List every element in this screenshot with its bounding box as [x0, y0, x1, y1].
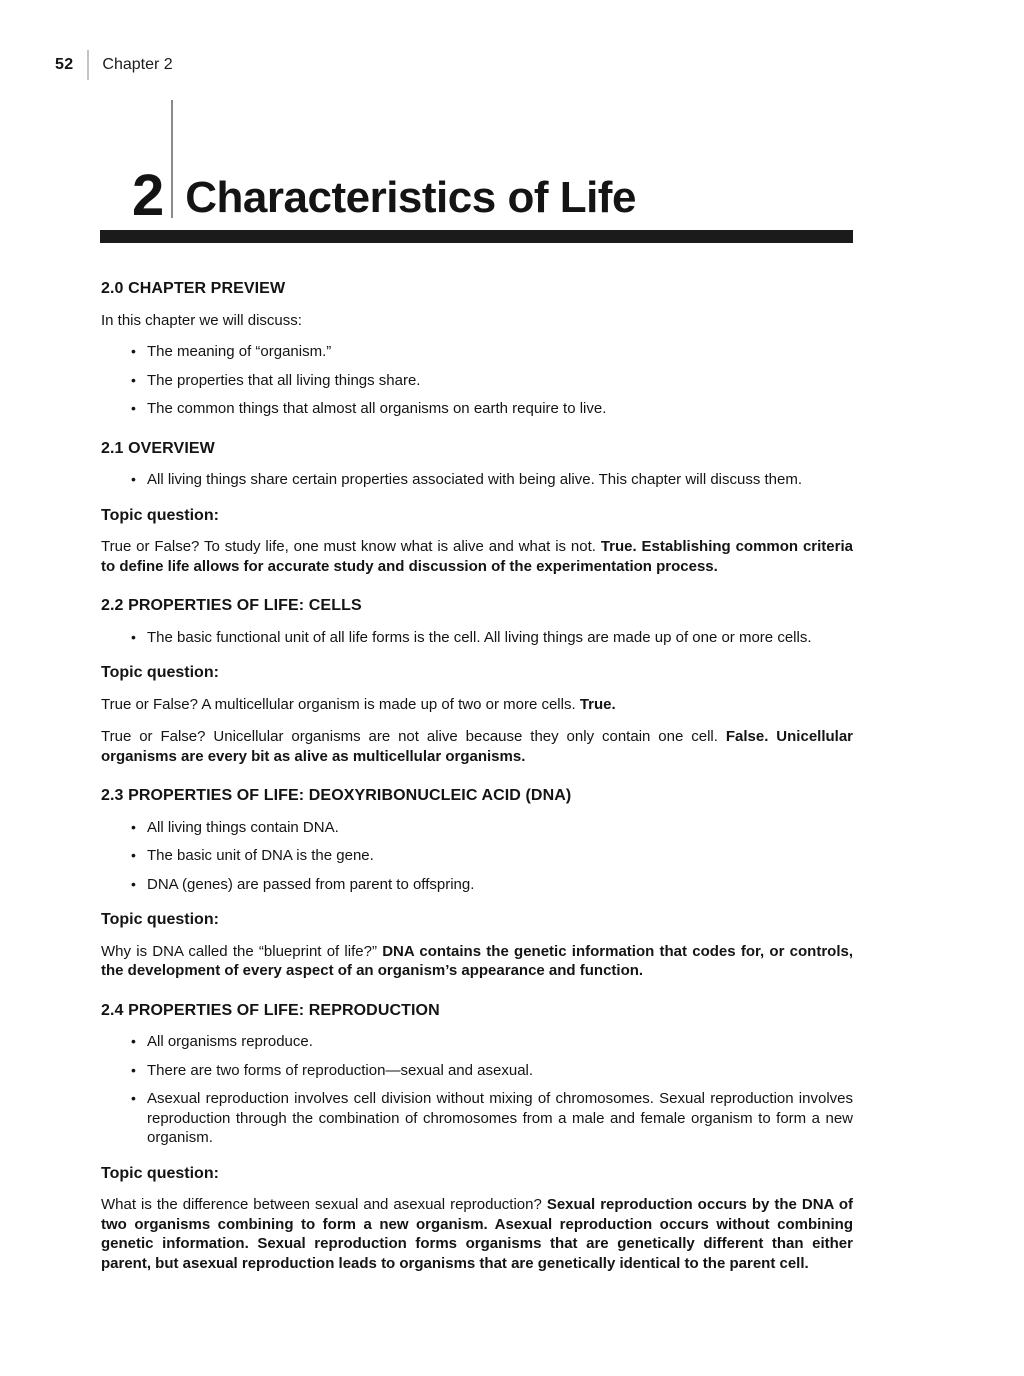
- question-text: True or False? Unicellular organisms are not alive because they only contain one cell.: [101, 728, 718, 745]
- bullet-text: The meaning of “organism.”: [147, 343, 332, 360]
- qa-paragraph: [101, 727, 853, 766]
- bullet-list: [101, 342, 853, 419]
- title-divider: [171, 100, 173, 218]
- bullet-text: The common things that almost all organisms on earth require to live.: [147, 400, 607, 417]
- section-cells: [101, 596, 853, 766]
- bullet-text: The basic functional unit of all life forms is the cell. All living things are made up of one or more cells.: [147, 628, 812, 646]
- section-chapter-preview: [101, 279, 853, 419]
- list-item: [131, 470, 853, 490]
- answer-text: False. Unicellular organisms are every bit as alive as multicellular organisms.: [101, 728, 854, 765]
- section-reproduction: [101, 1001, 853, 1274]
- topic-question-label: Topic question:: [101, 664, 219, 681]
- section-overview: [101, 439, 853, 577]
- bullet-text: There are two forms of reproduction—sexual and asexual.: [147, 1061, 534, 1079]
- bullet-text: All living things share certain properties associated with being alive. This chapter will discuss them.: [147, 471, 803, 488]
- bullet-icon: •: [131, 471, 136, 487]
- list-item: [131, 1032, 853, 1052]
- topic-question-label: Topic question:: [101, 1164, 219, 1182]
- bullet-icon: •: [131, 371, 136, 388]
- list-item: [131, 846, 853, 866]
- list-item: [131, 1089, 853, 1148]
- answer-text: Sexual reproduction occurs by the DNA of two organisms combining to form a new organism. Asexual reproduction occurs without combining genetic information. Sexual reproduction forms organisms that are genetically different than either parent, but asexual reproduction leads to organisms that are genetically identical to the parent cell.: [101, 1196, 853, 1272]
- chapter-label: Chapter 2: [102, 56, 173, 73]
- bullet-icon: •: [131, 847, 136, 863]
- qa-paragraph: [101, 695, 853, 715]
- chapter-number: 2: [132, 162, 164, 228]
- chapter-title-block: [132, 100, 636, 228]
- header-divider: [87, 50, 89, 80]
- page-content: [101, 259, 853, 1286]
- qa-paragraph: [101, 1195, 853, 1273]
- answer-text: DNA contains the genetic information that codes for, or controls, the development of every aspect of an organism’s appearance and function.: [101, 942, 854, 979]
- list-item: [131, 628, 853, 648]
- question-text: Why is DNA called the “blueprint of life?”: [101, 942, 377, 960]
- list-item: [131, 1061, 853, 1081]
- question-text: What is the difference between sexual and asexual reproduction?: [101, 1196, 542, 1213]
- question-text: True or False? To study life, one must know what is alive and what is not.: [101, 538, 596, 555]
- section-heading: 2.4 PROPERTIES OF LIFE: REPRODUCTION: [101, 1001, 440, 1019]
- bullet-list: [101, 628, 853, 648]
- bullet-icon: •: [131, 1033, 136, 1049]
- section-heading: 2.3 PROPERTIES OF LIFE: DEOXYRIBONUCLEIC ACID (DNA): [101, 787, 572, 804]
- bullet-text: The properties that all living things share.: [147, 371, 421, 389]
- bullet-icon: •: [131, 343, 136, 359]
- bullet-text: All living things contain DNA.: [147, 818, 339, 836]
- bullet-list: [101, 470, 853, 490]
- list-item: [131, 371, 853, 391]
- qa-paragraph: [101, 942, 853, 981]
- page-header: [55, 50, 173, 80]
- chapter-title: Characteristics of Life: [185, 172, 636, 222]
- bullet-text: The basic unit of DNA is the gene.: [147, 847, 374, 864]
- answer-text: True. Establishing common criteria to define life allows for accurate study and discussion of the experimentation process.: [101, 538, 853, 575]
- bullet-icon: •: [131, 400, 136, 416]
- bullet-text: All organisms reproduce.: [147, 1033, 313, 1050]
- list-item: [131, 818, 853, 838]
- bullet-list: [101, 1032, 853, 1148]
- bullet-icon: •: [131, 818, 136, 835]
- answer-text: True.: [579, 695, 616, 713]
- bullet-icon: •: [131, 1061, 136, 1078]
- section-heading: 2.0 CHAPTER PREVIEW: [101, 280, 286, 297]
- bullet-text: DNA (genes) are passed from parent to offspring.: [147, 875, 475, 893]
- section-intro: In this chapter we will discuss:: [101, 311, 302, 329]
- bullet-icon: •: [131, 1090, 136, 1106]
- list-item: [131, 342, 853, 362]
- page-number: 52: [55, 56, 74, 73]
- bullet-icon: •: [131, 875, 136, 892]
- bullet-list: [101, 818, 853, 895]
- topic-question-label: Topic question:: [101, 506, 219, 524]
- bullet-text: Asexual reproduction involves cell division without mixing of chromosomes. Sexual reproduction involves reproduction through the combination of chromosomes from a male and female organism to form a new organism.: [147, 1090, 853, 1146]
- section-heading: 2.2 PROPERTIES OF LIFE: CELLS: [101, 597, 362, 614]
- bullet-icon: •: [131, 628, 136, 645]
- list-item: [131, 399, 853, 419]
- qa-paragraph: [101, 537, 853, 576]
- section-heading: 2.1 OVERVIEW: [101, 439, 215, 457]
- topic-question-label: Topic question:: [101, 911, 219, 928]
- list-item: [131, 875, 853, 895]
- question-text: True or False? A multicellular organism is made up of two or more cells.: [101, 695, 576, 713]
- section-dna: [101, 786, 853, 981]
- title-rule: [100, 230, 853, 243]
